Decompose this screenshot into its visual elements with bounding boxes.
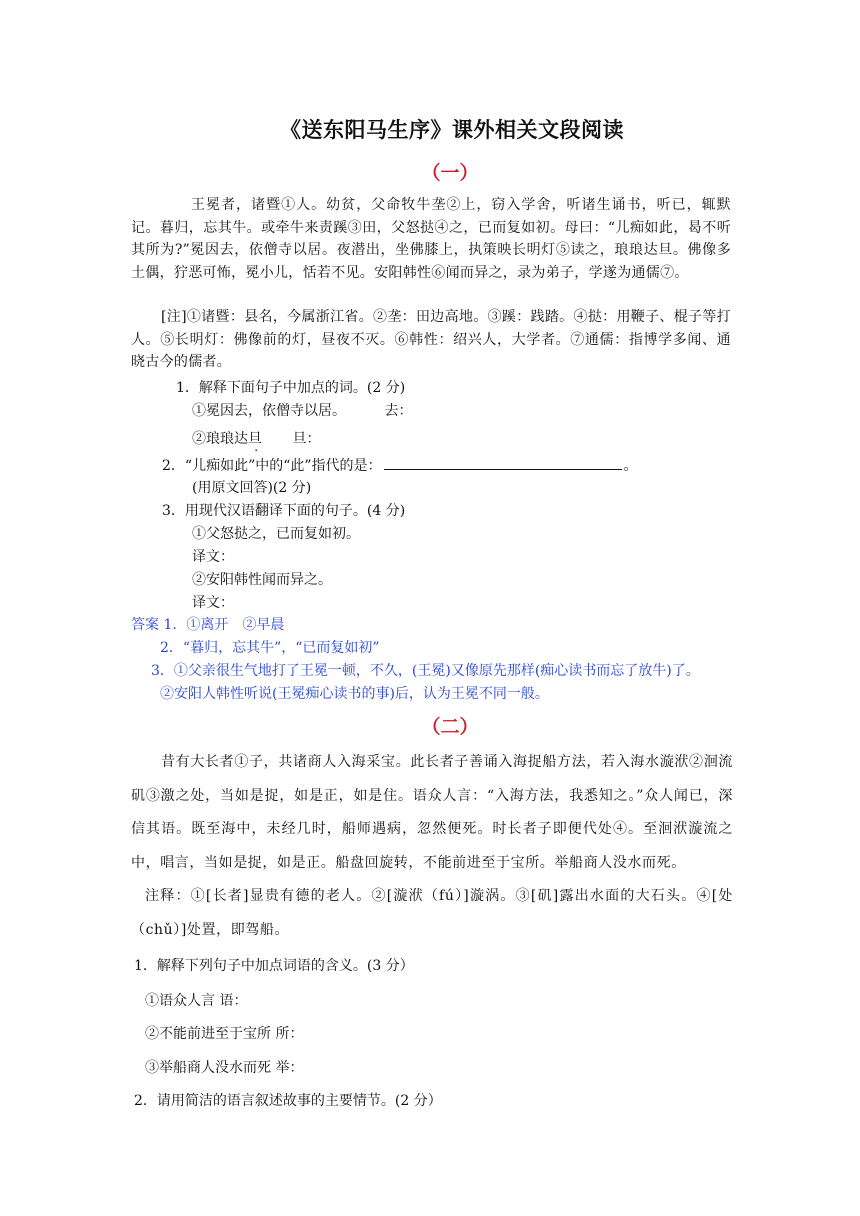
s1-question-1b-term: 旦： [292, 431, 321, 447]
s1-question-2 [162, 455, 638, 475]
s2-question-1a: ①语众人言 语： [145, 993, 248, 1009]
s1-question-1a [192, 400, 412, 420]
section-one-passage: 王冕者，诸暨①人。幼贫，父命牧牛垄②上，窃入学舍，听诸生诵书，听已，辄默记。暮归，忘其牛。或牵牛来责蹊③田，父怒挞④之，已而复如初。母曰：“儿痴如此，曷不听其所为?”冕因去，依僧寺以居。夜潜出，坐佛膝上，执策映长明灯⑤读之，琅琅达旦。佛像多土偶，狞恶可怖，冕小儿，恬若不见。安阳韩性⑥闻而异之，录为弟子，学遂为通儒⑦。 [131, 197, 731, 281]
s1-question-3b: ②安阳韩性闻而异之。 [192, 572, 332, 588]
answer-line-2: 2．“暮归，忘其牛”，“已而复如初” [160, 640, 380, 656]
s1-question-1b-dotted-word: 旦 [248, 431, 262, 447]
s1-question-2-end: 。 [623, 458, 638, 474]
s2-question-1: 1．解释下列句子中加点词语的含义。(3 分） [134, 958, 414, 974]
s1-question-2-text: 2．“儿痴如此”中的“此”指代的是： [162, 458, 382, 474]
section-two-passage: 昔有大长者①子，共诸商人入海采宝。此长者子善诵入海捉船方法，若入海水漩洑②洄流矶③激之处，当如是捉，如是正，如是住。语众人言：“入海方法，我悉知之。”众人闻已，深信其语。既至海中，未经几时，船师遇病，忽然便死。时长者子即便代处④。至洄洑漩流之中，唱言，当如是捉，如是正。船盘回旋转，不能前进至于宝所。举船商人没水而死。 [131, 754, 733, 871]
answer-line-4: ②安阳人韩性听说(王冕痴心读书的事)后，认为王冕不同一般。 [160, 686, 549, 702]
s2-question-1c: ③举船商人没水而死 举： [145, 1060, 304, 1076]
section-one-notes: [注]①诸暨：县名，今属浙江省。②垄：田边高地。③蹊：践踏。④挞：用鞭子、棍子等打人。⑤长明灯：佛像前的灯，昼夜不灭。⑥韩性：绍兴人，大学者。⑦通儒：指博学多闻、通晓古今的儒者。 [131, 309, 731, 370]
section-one-heading: （一） [421, 162, 479, 184]
s1-question-1b-sentence: ②琅琅达 [192, 431, 248, 447]
answer-line-1: 答案 1．①离开 ②早晨 [131, 617, 285, 633]
s1-question-3: 3．用现代汉语翻译下面的句子。(4 分) [162, 503, 406, 519]
s1-question-3a-label: 译文： [192, 549, 234, 565]
s1-question-1a-sentence: ①冕因去，依僧寺以居。 [192, 403, 346, 419]
answer-line-3: 3．①父亲很生气地打了王冕一顿，不久，(王冕)又像原先那样(痴心读书而忘了放牛)了。 [151, 663, 700, 679]
s1-question-1a-term: 去： [384, 403, 413, 419]
s2-question-1b: ②不能前进至于宝所 所： [145, 1026, 304, 1042]
s1-question-1b [192, 428, 320, 448]
s1-question-1: 1．解释下面句子中加点的词。(2 分) [176, 380, 406, 396]
s1-question-2-note: (用原文回答)(2 分) [192, 480, 312, 496]
answer-blank-line[interactable] [384, 455, 622, 470]
s1-question-3b-label: 译文： [192, 595, 234, 611]
section-two-heading: （二） [421, 716, 479, 738]
page-title: 《送东阳马生序》课外相关文段阅读 [280, 118, 624, 142]
s2-question-2: 2．请用简洁的语言叙述故事的主要情节。(2 分） [134, 1093, 442, 1109]
s1-question-3a: ①父怒挞之，已而复如初。 [192, 526, 360, 542]
section-two-notes: 注释：①[长者]显贵有德的老人。②[漩洑（fú）]漩涡。③[矶]露出水面的大石头。④[处（chǔ）]处置，即驾船。 [131, 888, 733, 938]
